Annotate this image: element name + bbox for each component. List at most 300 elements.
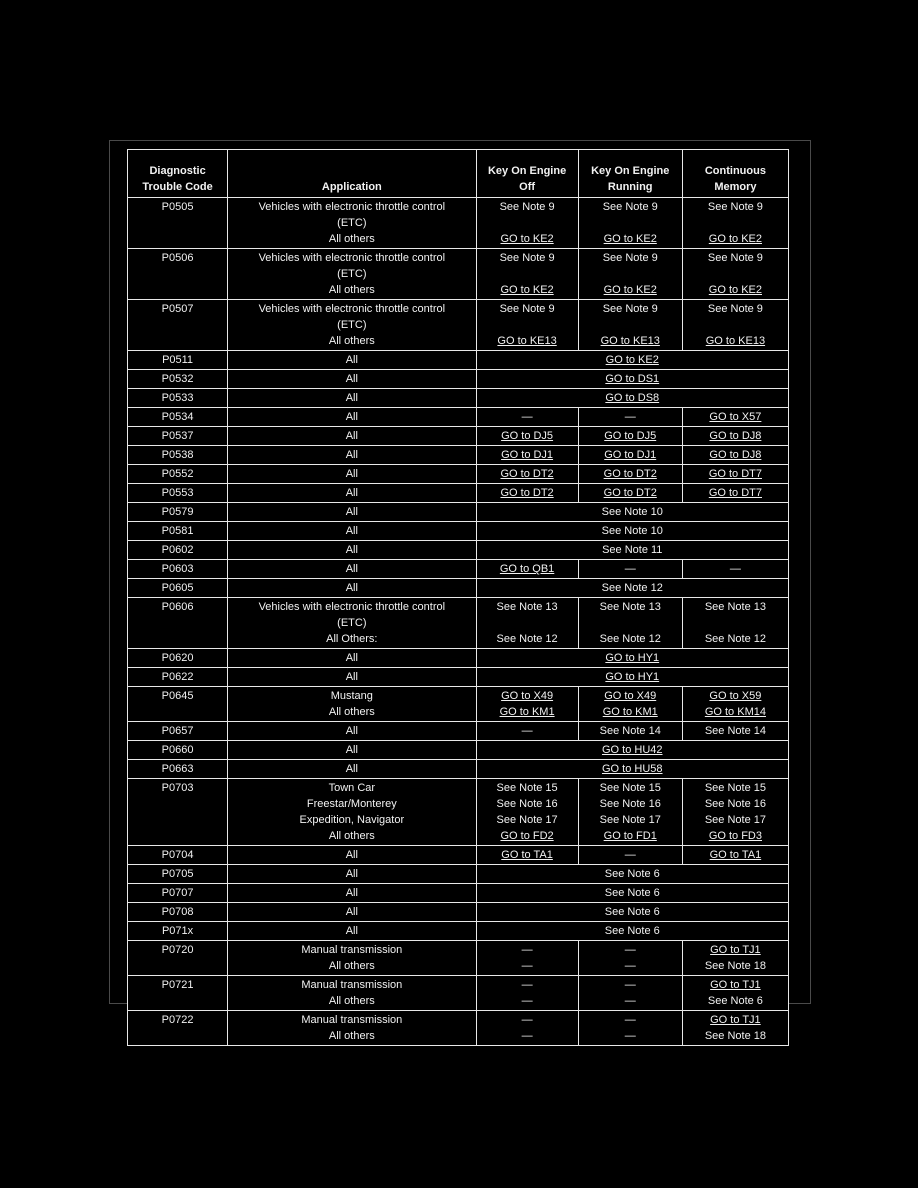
cell-line: See Note 9 [602, 201, 658, 213]
cell-line: Continuous [704, 165, 766, 177]
dtc-code-text: P0533 [161, 392, 194, 404]
cell-line: Diagnostic [149, 165, 206, 177]
cell-dtc-code [128, 941, 228, 976]
cell-continuous-memory [682, 1011, 788, 1046]
cell-line: All [345, 430, 358, 442]
cell-key-on-engine-running [578, 779, 682, 846]
cell-line: Vehicles with electronic throttle control [258, 252, 446, 264]
cell-line: All [345, 725, 358, 737]
cell-line: See Note 16 [599, 798, 661, 810]
cell-continuous-memory [682, 408, 788, 427]
cell-line: See Note 12 [601, 582, 663, 594]
table-row [128, 522, 789, 541]
cell-dtc-code [128, 865, 228, 884]
dtc-code-text: P0705 [161, 868, 194, 880]
cell-line: See Note 6 [604, 868, 660, 880]
cell-key-on-engine-running [578, 465, 682, 484]
dtc-code-text: P0622 [161, 671, 194, 683]
cell-line: (ETC) [337, 217, 367, 229]
header-diagnostic-trouble-code [128, 150, 228, 198]
cell-continuous-memory [682, 465, 788, 484]
cell-dtc-code [128, 541, 228, 560]
table-row [128, 846, 789, 865]
cell-merged-result [476, 922, 788, 941]
goto-reference: GO to DT2 [603, 468, 657, 480]
table-row [128, 579, 789, 598]
cell-line: Manual transmission [301, 944, 403, 956]
cell-merged-result [476, 522, 788, 541]
table-row [128, 370, 789, 389]
cell-dtc-code [128, 741, 228, 760]
cell-merged-result [476, 503, 788, 522]
table-row [128, 884, 789, 903]
cell-line [581, 266, 680, 282]
table-row [128, 649, 789, 668]
cell-line: All [345, 392, 358, 404]
cell-line: See Note 12 [599, 633, 661, 645]
cell-line: See Note 9 [499, 252, 555, 264]
cell-key-on-engine-running [578, 427, 682, 446]
cell-line: — [521, 411, 533, 423]
cell-continuous-memory [682, 598, 788, 649]
cell-continuous-memory [682, 300, 788, 351]
dtc-code-text: P0657 [161, 725, 194, 737]
cell-merged-result [476, 668, 788, 687]
cell-continuous-memory [682, 484, 788, 503]
cell-line: All [345, 468, 358, 480]
cell-line: — [521, 995, 533, 1007]
cell-application [228, 941, 476, 976]
goto-reference: GO to KM1 [602, 706, 658, 718]
cell-application [228, 687, 476, 722]
cell-key-on-engine-running [578, 976, 682, 1011]
cell-dtc-code [128, 779, 228, 846]
cell-line: Manual transmission [301, 979, 403, 991]
cell-line: See Note 18 [704, 1030, 766, 1042]
cell-line: All others [328, 233, 375, 245]
table-row [128, 865, 789, 884]
cell-dtc-code [128, 1011, 228, 1046]
cell-line: See Note 12 [704, 633, 766, 645]
goto-reference: GO to DS1 [605, 373, 660, 385]
cell-dtc-code [128, 503, 228, 522]
cell-line: — [624, 1030, 636, 1042]
cell-line: All others [328, 830, 375, 842]
cell-application [228, 446, 476, 465]
cell-application [228, 560, 476, 579]
cell-line: See Note 9 [602, 303, 658, 315]
goto-reference: GO to HU42 [601, 744, 663, 756]
goto-reference: GO to DT7 [708, 468, 762, 480]
cell-dtc-code [128, 668, 228, 687]
goto-reference: GO to TA1 [709, 849, 762, 861]
dtc-code-text: P0506 [161, 252, 194, 264]
cell-merged-result [476, 389, 788, 408]
cell-application [228, 976, 476, 1011]
dtc-table [127, 149, 789, 1046]
cell-continuous-memory [682, 687, 788, 722]
cell-line: — [624, 995, 636, 1007]
cell-line: — [624, 944, 636, 956]
cell-line: All [345, 582, 358, 594]
goto-reference: GO to TJ1 [710, 1014, 761, 1026]
header-application [228, 150, 476, 198]
cell-line: See Note 9 [499, 303, 555, 315]
header-row [128, 150, 789, 198]
cell-line: See Note 9 [707, 252, 763, 264]
cell-line: All Others: [326, 633, 378, 645]
cell-dtc-code [128, 370, 228, 389]
cell-dtc-code [128, 560, 228, 579]
cell-line: Key On Engine [487, 165, 567, 177]
cell-application [228, 249, 476, 300]
cell-key-on-engine-running [578, 687, 682, 722]
cell-line [685, 266, 786, 282]
cell-line: Expedition, Navigator [299, 814, 405, 826]
dtc-code-text: P0602 [161, 544, 194, 556]
dtc-code-text: P0581 [161, 525, 194, 537]
dtc-code-text: P0707 [161, 887, 194, 899]
cell-line: All others [328, 1030, 375, 1042]
cell-line: — [521, 1014, 533, 1026]
cell-key-on-engine-off [476, 598, 578, 649]
cell-key-on-engine-running [578, 484, 682, 503]
dtc-code-text: P0720 [161, 944, 194, 956]
goto-reference: GO to DT2 [500, 468, 554, 480]
cell-line: — [521, 944, 533, 956]
cell-line: All [345, 763, 358, 775]
cell-line [685, 317, 786, 333]
cell-line: All [345, 671, 358, 683]
table-row [128, 941, 789, 976]
cell-line: (ETC) [337, 268, 367, 280]
goto-reference: GO to TJ1 [710, 944, 761, 956]
dtc-code-text: P0505 [161, 201, 194, 213]
cell-application [228, 760, 476, 779]
dtc-code-text: P0703 [161, 782, 194, 794]
goto-reference: GO to HU58 [601, 763, 663, 775]
cell-key-on-engine-running [578, 446, 682, 465]
cell-key-on-engine-running [578, 846, 682, 865]
cell-line: Trouble Code [142, 181, 213, 193]
cell-line: See Note 16 [704, 798, 766, 810]
cell-line: See Note 6 [604, 925, 660, 937]
cell-key-on-engine-off [476, 465, 578, 484]
cell-line: See Note 17 [599, 814, 661, 826]
cell-application [228, 598, 476, 649]
cell-line: See Note 9 [707, 201, 763, 213]
goto-reference: GO to DJ5 [604, 430, 657, 442]
table-row [128, 976, 789, 1011]
cell-dtc-code [128, 760, 228, 779]
cell-line [479, 266, 576, 282]
goto-reference: GO to FD2 [500, 830, 554, 842]
cell-line: — [624, 1014, 636, 1026]
table-row [128, 598, 789, 649]
cell-line: Key On Engine [591, 165, 670, 177]
cell-key-on-engine-running [578, 598, 682, 649]
cell-line: All [345, 887, 358, 899]
cell-line: See Note 13 [496, 601, 558, 613]
cell-line: All [345, 449, 358, 461]
cell-line: All [345, 525, 358, 537]
cell-line: Freestar/Monterey [306, 798, 397, 810]
cell-key-on-engine-off [476, 446, 578, 465]
cell-dtc-code [128, 446, 228, 465]
table-row [128, 741, 789, 760]
cell-continuous-memory [682, 722, 788, 741]
dtc-code-text: P0708 [161, 906, 194, 918]
goto-reference: GO to X59 [709, 690, 762, 702]
cell-line: All [345, 849, 358, 861]
table-row [128, 1011, 789, 1046]
dtc-code-text: P0579 [161, 506, 194, 518]
goto-reference: GO to DJ5 [501, 430, 554, 442]
cell-merged-result [476, 649, 788, 668]
goto-reference: GO to DJ1 [501, 449, 554, 461]
cell-key-on-engine-off [476, 408, 578, 427]
cell-dtc-code [128, 522, 228, 541]
cell-line: Manual transmission [301, 1014, 403, 1026]
cell-key-on-engine-running [578, 300, 682, 351]
cell-key-on-engine-running [578, 408, 682, 427]
cell-application [228, 846, 476, 865]
cell-key-on-engine-off [476, 427, 578, 446]
dtc-code-text: P0663 [161, 763, 194, 775]
goto-reference: GO to KE2 [605, 354, 659, 366]
header-continuous-memory [682, 150, 788, 198]
dtc-code-text: P0660 [161, 744, 194, 756]
cell-application [228, 668, 476, 687]
cell-line: Town Car [328, 782, 376, 794]
table-row [128, 903, 789, 922]
cell-line: (ETC) [337, 617, 367, 629]
cell-dtc-code [128, 427, 228, 446]
cell-line: — [521, 960, 533, 972]
cell-line: All [345, 563, 358, 575]
table-row [128, 484, 789, 503]
cell-line: See Note 9 [707, 303, 763, 315]
cell-line: — [521, 979, 533, 991]
cell-application [228, 389, 476, 408]
cell-line: All [345, 487, 358, 499]
cell-application [228, 300, 476, 351]
cell-application [228, 865, 476, 884]
goto-reference: GO to KE2 [603, 233, 657, 245]
cell-line: — [521, 725, 533, 737]
cell-merged-result [476, 579, 788, 598]
cell-application [228, 351, 476, 370]
cell-line: All others [328, 335, 375, 347]
header-key-on-engine-off [476, 150, 578, 198]
table-row [128, 668, 789, 687]
goto-reference: GO to DT2 [603, 487, 657, 499]
cell-application [228, 722, 476, 741]
cell-line [581, 317, 680, 333]
cell-dtc-code [128, 903, 228, 922]
cell-continuous-memory [682, 779, 788, 846]
cell-line: See Note 17 [704, 814, 766, 826]
goto-reference: GO to QB1 [499, 563, 555, 575]
dtc-code-text: P0537 [161, 430, 194, 442]
cell-line: All [345, 652, 358, 664]
cell-application [228, 649, 476, 668]
goto-reference: GO to FD1 [603, 830, 657, 842]
table-row [128, 760, 789, 779]
goto-reference: GO to TA1 [501, 849, 553, 861]
cell-application [228, 465, 476, 484]
goto-reference: GO to KE13 [705, 335, 766, 347]
cell-dtc-code [128, 465, 228, 484]
table-row [128, 446, 789, 465]
table-frame [109, 140, 811, 1042]
dtc-code-text: P0620 [161, 652, 194, 664]
cell-continuous-memory [682, 976, 788, 1011]
cell-application [228, 484, 476, 503]
cell-merged-result [476, 884, 788, 903]
cell-merged-result [476, 741, 788, 760]
cell-key-on-engine-off [476, 722, 578, 741]
cell-key-on-engine-running [578, 1011, 682, 1046]
goto-reference: GO to HY1 [605, 671, 660, 683]
dtc-code-text: P0606 [161, 601, 194, 613]
cell-dtc-code [128, 884, 228, 903]
table-row [128, 427, 789, 446]
cell-key-on-engine-off [476, 1011, 578, 1046]
dtc-code-text: P0721 [161, 979, 194, 991]
dtc-code-text: P0553 [161, 487, 194, 499]
cell-line: All [345, 744, 358, 756]
cell-line: See Note 13 [599, 601, 661, 613]
cell-line: Memory [714, 181, 757, 193]
cell-continuous-memory [682, 249, 788, 300]
cell-continuous-memory [682, 446, 788, 465]
dtc-code-text: P0704 [161, 849, 194, 861]
cell-application [228, 198, 476, 249]
cell-application [228, 922, 476, 941]
cell-dtc-code [128, 351, 228, 370]
cell-line: — [624, 979, 636, 991]
goto-reference: GO to DT2 [500, 487, 554, 499]
cell-line: All others [328, 960, 375, 972]
cell-key-on-engine-running [578, 249, 682, 300]
cell-key-on-engine-off [476, 484, 578, 503]
cell-key-on-engine-off [476, 846, 578, 865]
dtc-code-text: P0603 [161, 563, 194, 575]
cell-continuous-memory [682, 198, 788, 249]
cell-dtc-code [128, 846, 228, 865]
cell-line [581, 615, 680, 631]
table-row [128, 722, 789, 741]
cell-line: See Note 16 [496, 798, 558, 810]
dtc-code-text: P0511 [162, 354, 194, 366]
cell-line: All [345, 868, 358, 880]
table-row [128, 351, 789, 370]
goto-reference: GO to X57 [709, 411, 762, 423]
cell-dtc-code [128, 249, 228, 300]
cell-line [479, 317, 576, 333]
cell-dtc-code [128, 198, 228, 249]
cell-continuous-memory [682, 560, 788, 579]
goto-reference: GO to DJ8 [709, 449, 762, 461]
cell-line: All others [328, 995, 375, 1007]
cell-application [228, 370, 476, 389]
goto-reference: GO to KM1 [499, 706, 555, 718]
cell-line: — [624, 411, 636, 423]
cell-application [228, 1011, 476, 1046]
cell-line: All [345, 506, 358, 518]
cell-application [228, 408, 476, 427]
cell-application [228, 903, 476, 922]
cell-application [228, 503, 476, 522]
dtc-code-text: P0534 [161, 411, 194, 423]
cell-line: See Note 10 [601, 525, 663, 537]
cell-application [228, 579, 476, 598]
cell-line [685, 615, 786, 631]
goto-reference: GO to KE2 [500, 284, 554, 296]
table-row [128, 503, 789, 522]
goto-reference: GO to DJ8 [709, 430, 762, 442]
cell-merged-result [476, 370, 788, 389]
cell-application [228, 884, 476, 903]
cell-continuous-memory [682, 941, 788, 976]
cell-line: See Note 18 [704, 960, 766, 972]
cell-line: See Note 6 [707, 995, 763, 1007]
table-row [128, 687, 789, 722]
cell-line: — [624, 563, 636, 575]
table-row [128, 389, 789, 408]
cell-application [228, 741, 476, 760]
goto-reference: GO to KE2 [500, 233, 554, 245]
table-row [128, 922, 789, 941]
goto-reference: GO to KE13 [600, 335, 660, 347]
cell-application [228, 522, 476, 541]
cell-line: Vehicles with electronic throttle control [258, 201, 446, 213]
cell-continuous-memory [682, 427, 788, 446]
dtc-code-text: P071x [161, 925, 194, 937]
cell-line: All [345, 411, 358, 423]
cell-line: All [345, 544, 358, 556]
cell-line: Off [519, 181, 536, 193]
cell-line [479, 615, 576, 631]
cell-dtc-code [128, 484, 228, 503]
cell-key-on-engine-running [578, 198, 682, 249]
goto-reference: GO to KE2 [603, 284, 657, 296]
dtc-code-text: P0532 [161, 373, 194, 385]
table-row [128, 198, 789, 249]
cell-dtc-code [128, 579, 228, 598]
cell-line: See Note 9 [602, 252, 658, 264]
cell-line: See Note 6 [604, 887, 660, 899]
cell-application [228, 427, 476, 446]
goto-reference: GO to KE13 [497, 335, 557, 347]
cell-dtc-code [128, 300, 228, 351]
cell-line: Vehicles with electronic throttle control [258, 601, 446, 613]
cell-line: See Note 6 [604, 906, 660, 918]
cell-key-on-engine-off [476, 300, 578, 351]
goto-reference: GO to DT7 [708, 487, 762, 499]
dtc-code-text: P0722 [161, 1014, 194, 1026]
table-row [128, 560, 789, 579]
cell-dtc-code [128, 598, 228, 649]
dtc-code-text: P0552 [161, 468, 194, 480]
goto-reference: GO to DS8 [605, 392, 660, 404]
cell-line: See Note 15 [599, 782, 661, 794]
dtc-code-text: P0538 [161, 449, 194, 461]
cell-line [685, 215, 786, 231]
cell-dtc-code [128, 722, 228, 741]
cell-key-on-engine-running [578, 722, 682, 741]
